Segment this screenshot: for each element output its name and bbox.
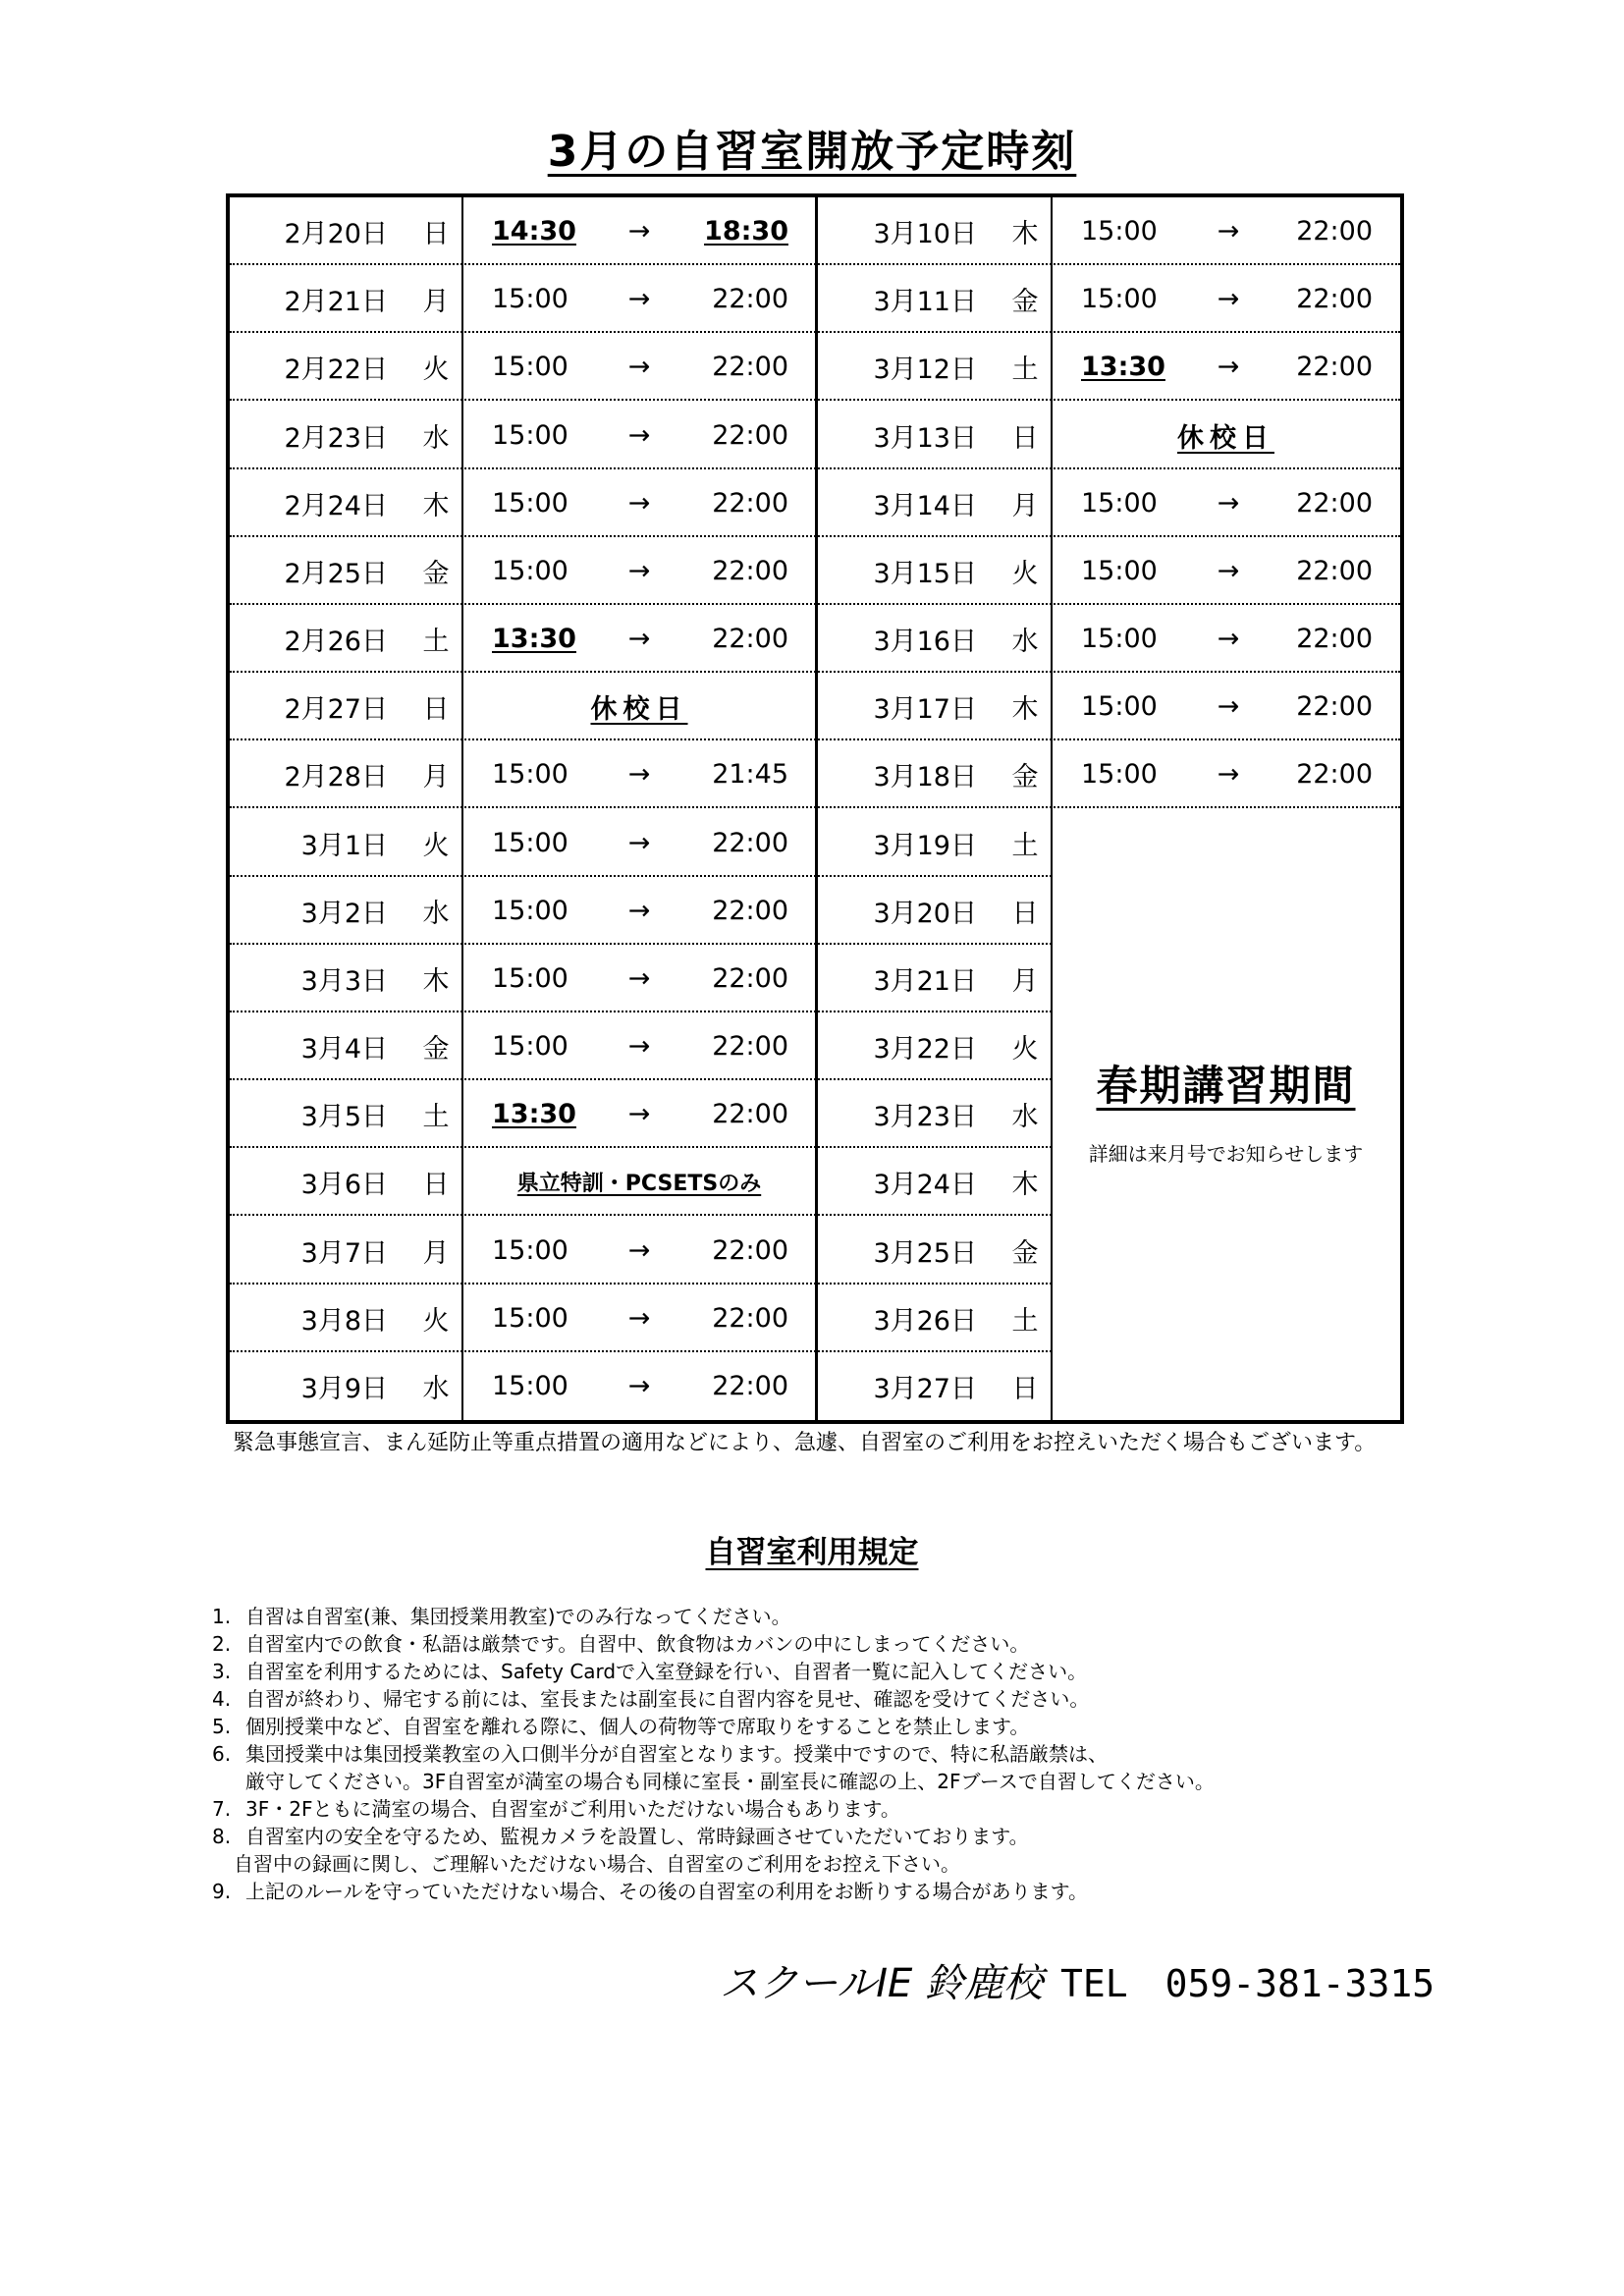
weekday-label: 月	[1011, 490, 1039, 521]
weekday-label: 土	[422, 1102, 450, 1133]
date-cell	[230, 265, 462, 333]
date-cell	[230, 333, 462, 401]
close-time: 18:30	[704, 216, 788, 247]
time-cell	[462, 945, 816, 1012]
rule-text: 自習が終わり、帰宅する前には、室長または副室長に自習内容を見せ、確認を受けてください。	[245, 1687, 1090, 1711]
date-cell	[230, 469, 462, 537]
close-time: 22:00	[1296, 487, 1373, 519]
date-label: 3月10日	[873, 219, 977, 250]
close-time: 22:00	[712, 827, 788, 858]
notice-text: 緊急事態宣言、まん延防止等重点措置の適用などにより、急遽、自習室のご利用をお控えいただく場合もございます。	[233, 1431, 1377, 1455]
open-time: 15:00	[492, 759, 568, 791]
date-cell	[230, 809, 462, 877]
open-time: 15:00	[1081, 487, 1158, 519]
weekday-label: 火	[422, 355, 450, 386]
time-cell	[462, 333, 816, 401]
rule-text: 集団授業中は集団授業教室の入口側半分が自習室となります。授業中ですので、特に私語厳禁は、	[245, 1742, 1108, 1766]
date-label: 3月7日	[300, 1237, 388, 1269]
open-time: 15:00	[1081, 691, 1158, 723]
schedule-table	[226, 193, 1404, 1424]
open-time: 13:30	[1081, 352, 1165, 383]
date-cell	[230, 1080, 462, 1148]
date-cell	[816, 197, 1052, 265]
time-cell	[462, 1148, 816, 1216]
date-cell	[816, 537, 1052, 605]
date-label: 3月8日	[300, 1305, 388, 1337]
rule-item	[212, 1713, 1449, 1740]
arrow-icon: →	[627, 827, 651, 858]
weekday-label: 月	[422, 287, 450, 318]
date-label: 3月15日	[873, 558, 977, 589]
date-label: 3月16日	[873, 627, 977, 658]
close-time: 22:00	[1296, 691, 1373, 723]
column-divider	[461, 197, 463, 1420]
date-label: 2月28日	[284, 762, 388, 793]
date-cell	[816, 877, 1052, 945]
open-time: 15:00	[492, 284, 568, 315]
arrow-icon: →	[1217, 487, 1240, 519]
date-label: 2月24日	[284, 490, 388, 521]
date-label: 3月4日	[300, 1034, 388, 1066]
date-label: 2月27日	[284, 694, 388, 726]
open-time: 14:30	[492, 216, 576, 247]
weekday-label: 日	[1011, 898, 1039, 929]
date-cell	[230, 945, 462, 1012]
weekday-label: 日	[422, 694, 450, 726]
weekday-label: 日	[422, 1170, 450, 1201]
close-time: 22:00	[712, 962, 788, 994]
weekday-label: 月	[1011, 965, 1039, 997]
rule-number: 4.	[212, 1687, 232, 1711]
rule-item	[212, 1630, 1449, 1658]
time-cell	[462, 673, 816, 740]
date-label: 3月25日	[873, 1237, 977, 1269]
date-cell	[816, 1080, 1052, 1148]
arrow-icon: →	[627, 555, 651, 586]
arrow-icon: →	[627, 487, 651, 519]
date-cell	[816, 1217, 1052, 1285]
open-time: 15:00	[492, 419, 568, 451]
weekday-label: 木	[422, 965, 450, 997]
date-label: 3月1日	[300, 830, 388, 861]
weekday-label: 日	[422, 219, 450, 250]
date-cell	[816, 402, 1052, 469]
weekday-label: 金	[422, 558, 450, 589]
weekday-label: 土	[1011, 355, 1039, 386]
weekday-label: 木	[1011, 1170, 1039, 1201]
spring-period-note: 詳細は来月号でお知らせします	[1088, 1141, 1364, 1166]
close-time: 22:00	[1296, 555, 1373, 586]
rule-item	[212, 1795, 1449, 1823]
time-cell	[462, 1352, 816, 1420]
date-cell	[816, 740, 1052, 808]
close-time: 22:00	[712, 1302, 788, 1334]
close-time: 22:00	[1296, 352, 1373, 383]
weekday-label: 木	[422, 490, 450, 521]
weekday-label: 土	[422, 627, 450, 658]
rule-item	[212, 1603, 1449, 1630]
time-cell	[1052, 537, 1400, 605]
date-label: 3月19日	[873, 830, 977, 861]
rule-number: 3.	[212, 1660, 232, 1683]
arrow-icon: →	[1217, 759, 1240, 791]
weekday-label: 水	[422, 422, 450, 454]
date-label: 2月25日	[284, 558, 388, 589]
arrow-icon: →	[627, 962, 651, 994]
date-label: 2月21日	[284, 287, 388, 318]
open-time: 15:00	[492, 962, 568, 994]
rules-list	[212, 1603, 1449, 1905]
open-time: 15:00	[1081, 759, 1158, 791]
arrow-icon: →	[627, 1302, 651, 1334]
open-time: 15:00	[1081, 555, 1158, 586]
rule-number: 6.	[212, 1742, 232, 1766]
rule-number: 9.	[212, 1880, 232, 1903]
time-cell	[462, 740, 816, 808]
close-time: 22:00	[1296, 284, 1373, 315]
time-cell	[462, 537, 816, 605]
rule-text: 上記のルールを守っていただけない場合、その後の自習室の利用をお断りする場合があります。	[245, 1880, 1088, 1903]
time-cell	[462, 469, 816, 537]
close-time: 21:45	[712, 759, 788, 791]
arrow-icon: →	[627, 284, 651, 315]
close-time: 22:00	[712, 1370, 788, 1401]
arrow-icon: →	[1217, 691, 1240, 723]
time-cell	[1052, 402, 1400, 469]
spring-period-block	[1052, 1054, 1400, 1167]
date-cell	[230, 673, 462, 740]
time-cell	[1052, 469, 1400, 537]
time-cell	[462, 197, 816, 265]
date-cell	[230, 1217, 462, 1285]
footer	[720, 1952, 1435, 2008]
date-cell	[816, 605, 1052, 673]
column-divider	[815, 197, 818, 1420]
weekday-label: 金	[1011, 287, 1039, 318]
date-label: 3月27日	[873, 1373, 977, 1404]
rule-number: 2.	[212, 1632, 232, 1656]
special-note: 県立特訓・PCSETSのみ	[516, 1172, 762, 1197]
date-label: 3月23日	[873, 1102, 977, 1133]
rule-text: 自習室を利用するためには、Safety Cardで入室登録を行い、自習者一覧に記入してください。	[245, 1660, 1088, 1683]
arrow-icon: →	[1217, 284, 1240, 315]
rule-continuation: 厳守してください。3F自習室が満室の場合も同様に室長・副室長に確認の上、2Fブースで自習してください。	[245, 1770, 1215, 1793]
date-label: 3月5日	[300, 1102, 388, 1133]
closed-day-label: 休校日	[590, 694, 688, 726]
date-label: 2月20日	[284, 219, 388, 250]
time-cell	[462, 1285, 816, 1352]
weekday-label: 金	[1011, 762, 1039, 793]
rule-number: 7.	[212, 1797, 232, 1821]
weekday-label: 火	[422, 830, 450, 861]
date-cell	[816, 333, 1052, 401]
arrow-icon: →	[627, 1031, 651, 1063]
close-time: 22:00	[1296, 216, 1373, 247]
school-name: スクールIE 鈴鹿校	[720, 1961, 1043, 2006]
weekday-label: 月	[422, 1237, 450, 1269]
time-cell	[462, 265, 816, 333]
date-cell	[816, 265, 1052, 333]
time-cell	[462, 605, 816, 673]
close-time: 22:00	[712, 555, 788, 586]
date-cell	[230, 877, 462, 945]
close-time: 22:00	[712, 352, 788, 383]
date-cell	[230, 740, 462, 808]
open-time: 15:00	[492, 1234, 568, 1266]
date-cell	[230, 1148, 462, 1216]
arrow-icon: →	[627, 759, 651, 791]
rule-text: 個別授業中など、自習室を離れる際に、個人の荷物等で席取りをすることを禁止します。	[245, 1715, 1030, 1738]
date-cell	[230, 197, 462, 265]
date-label: 3月9日	[300, 1373, 388, 1404]
date-label: 3月3日	[300, 965, 388, 997]
date-label: 3月14日	[873, 490, 977, 521]
arrow-icon: →	[1217, 624, 1240, 655]
open-time: 15:00	[492, 1302, 568, 1334]
open-time: 15:00	[492, 555, 568, 586]
time-cell	[462, 877, 816, 945]
date-label: 2月22日	[284, 355, 388, 386]
arrow-icon: →	[627, 895, 651, 926]
date-label: 3月21日	[873, 965, 977, 997]
rule-item	[212, 1823, 1449, 1850]
time-cell	[462, 809, 816, 877]
date-cell	[230, 537, 462, 605]
weekday-label: 土	[1011, 830, 1039, 861]
close-time: 22:00	[712, 419, 788, 451]
date-cell	[230, 1352, 462, 1420]
arrow-icon: →	[627, 624, 651, 655]
time-cell	[1052, 333, 1400, 401]
date-cell	[816, 1148, 1052, 1216]
close-time: 22:00	[712, 624, 788, 655]
rule-number: 1.	[212, 1605, 232, 1628]
date-label: 2月23日	[284, 422, 388, 454]
rule-text: 自習室内の安全を守るため、監視カメラを設置し、常時録画させていただいております。	[245, 1825, 1029, 1848]
date-label: 3月22日	[873, 1034, 977, 1066]
date-cell	[816, 469, 1052, 537]
close-time: 22:00	[1296, 759, 1373, 791]
page-title: 3月の自習室開放予定時刻	[547, 127, 1077, 177]
weekday-label: 日	[1011, 422, 1039, 454]
rule-item	[212, 1740, 1449, 1768]
close-time: 22:00	[712, 1099, 788, 1130]
arrow-icon: →	[627, 1099, 651, 1130]
weekday-label: 火	[422, 1305, 450, 1337]
arrow-icon: →	[627, 1234, 651, 1266]
date-label: 3月18日	[873, 762, 977, 793]
open-time: 15:00	[1081, 624, 1158, 655]
rule-continuation: 自習中の録画に関し、ご理解いただけない場合、自習室のご利用をお控え下さい。	[234, 1852, 960, 1876]
date-cell	[816, 945, 1052, 1012]
open-time: 15:00	[1081, 216, 1158, 247]
open-time: 15:00	[492, 1031, 568, 1063]
arrow-icon: →	[627, 419, 651, 451]
weekday-label: 水	[422, 898, 450, 929]
date-cell	[230, 402, 462, 469]
date-cell	[230, 1012, 462, 1080]
open-time: 15:00	[492, 352, 568, 383]
open-time: 15:00	[1081, 284, 1158, 315]
weekday-label: 金	[1011, 1237, 1039, 1269]
time-cell	[1052, 740, 1400, 808]
rule-number: 8.	[212, 1825, 232, 1848]
weekday-label: 火	[1011, 558, 1039, 589]
date-cell	[816, 673, 1052, 740]
rule-text: 3F・2Fともに満室の場合、自習室がご利用いただけない場合もあります。	[245, 1797, 900, 1821]
date-label: 3月17日	[873, 694, 977, 726]
school-tel: TEL 059-381-3315	[1060, 1962, 1435, 2005]
open-time: 15:00	[492, 487, 568, 519]
weekday-label: 金	[422, 1034, 450, 1066]
spring-period-title: 春期講習期間	[1096, 1061, 1356, 1110]
weekday-label: 水	[1011, 1102, 1039, 1133]
open-time: 15:00	[492, 1370, 568, 1401]
column-divider	[1051, 197, 1053, 1420]
time-cell	[462, 402, 816, 469]
arrow-icon: →	[1217, 216, 1240, 247]
rule-number: 5.	[212, 1715, 232, 1738]
date-label: 3月6日	[300, 1170, 388, 1201]
time-cell	[1052, 673, 1400, 740]
close-time: 22:00	[712, 1031, 788, 1063]
date-cell	[816, 1352, 1052, 1420]
date-label: 3月2日	[300, 898, 388, 929]
arrow-icon: →	[1217, 555, 1240, 586]
weekday-label: 日	[1011, 1373, 1039, 1404]
close-time: 22:00	[1296, 624, 1373, 655]
weekday-label: 木	[1011, 694, 1039, 726]
time-cell	[1052, 605, 1400, 673]
rule-item	[212, 1658, 1449, 1685]
open-time: 13:30	[492, 624, 576, 655]
rules-title: 自習室利用規定	[705, 1535, 919, 1570]
arrow-icon: →	[627, 1370, 651, 1401]
time-cell	[1052, 197, 1400, 265]
time-cell	[1052, 265, 1400, 333]
date-cell	[816, 809, 1052, 877]
weekday-label: 水	[1011, 627, 1039, 658]
date-cell	[230, 605, 462, 673]
rule-item	[212, 1685, 1449, 1713]
weekday-label: 土	[1011, 1305, 1039, 1337]
arrow-icon: →	[1217, 352, 1240, 383]
arrow-icon: →	[627, 352, 651, 383]
date-label: 3月26日	[873, 1305, 977, 1337]
date-cell	[816, 1285, 1052, 1352]
date-label: 3月11日	[873, 287, 977, 318]
date-label: 3月12日	[873, 355, 977, 386]
time-cell	[462, 1080, 816, 1148]
date-label: 2月26日	[284, 627, 388, 658]
weekday-label: 火	[1011, 1034, 1039, 1066]
close-time: 22:00	[712, 487, 788, 519]
time-cell	[462, 1012, 816, 1080]
date-label: 3月13日	[873, 422, 977, 454]
rule-text: 自習は自習室(兼、集団授業用教室)でのみ行なってください。	[245, 1605, 791, 1628]
open-time: 13:30	[492, 1099, 576, 1130]
close-time: 22:00	[712, 284, 788, 315]
date-cell	[230, 1285, 462, 1352]
time-cell	[462, 1217, 816, 1285]
date-label: 3月24日	[873, 1170, 977, 1201]
weekday-label: 水	[422, 1373, 450, 1404]
arrow-icon: →	[627, 216, 651, 247]
rule-text: 自習室内での飲食・私語は厳禁です。自習中、飲食物はカバンの中にしまってください。	[245, 1632, 1030, 1656]
weekday-label: 月	[422, 762, 450, 793]
close-time: 22:00	[712, 1234, 788, 1266]
date-cell	[816, 1012, 1052, 1080]
open-time: 15:00	[492, 895, 568, 926]
open-time: 15:00	[492, 827, 568, 858]
closed-day-label: 休校日	[1177, 422, 1274, 454]
rule-item	[212, 1878, 1449, 1905]
date-label: 3月20日	[873, 898, 977, 929]
close-time: 22:00	[712, 895, 788, 926]
weekday-label: 木	[1011, 219, 1039, 250]
